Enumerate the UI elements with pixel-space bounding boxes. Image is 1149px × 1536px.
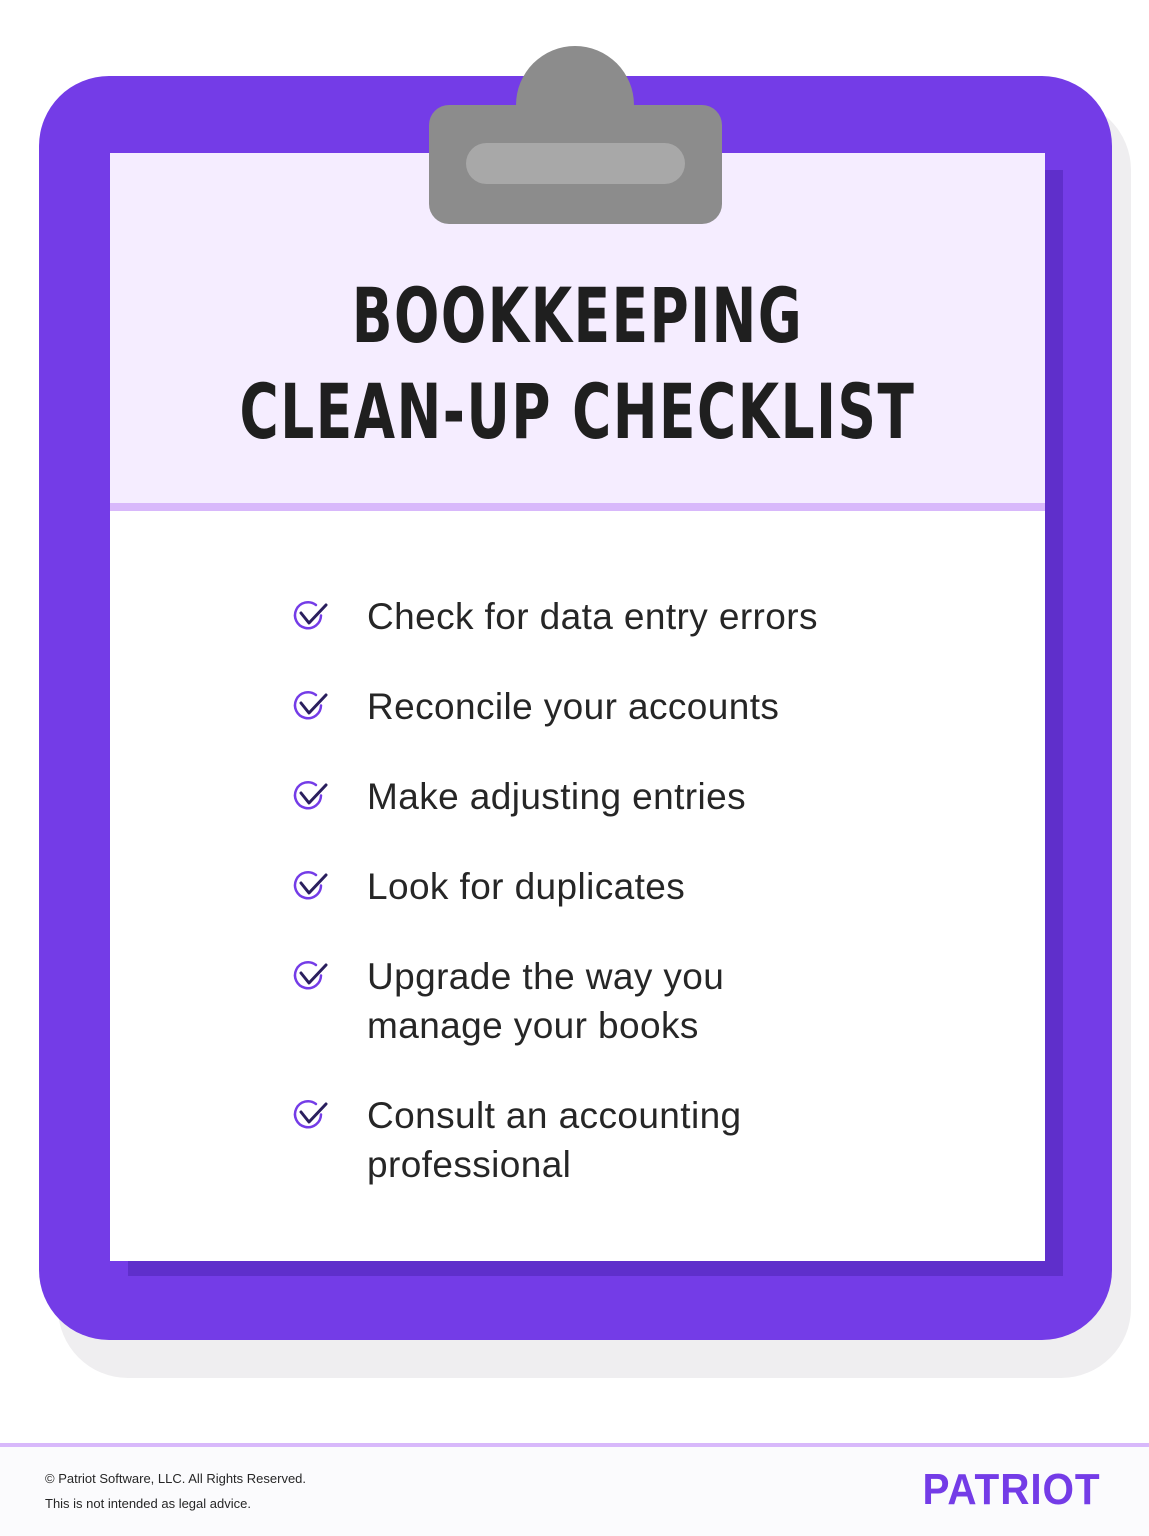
checklist-item-text: Look for duplicates [367,866,686,907]
checklist-item-text: Check for data entry errors [367,596,818,637]
checklist-item [290,952,1010,1050]
checklist-item-text: Upgrade the way you manage your books [367,956,725,1046]
checklist-item [290,1091,1010,1189]
check-circle-icon [290,685,334,729]
check-circle-icon [290,955,334,999]
check-circle-icon [290,1094,334,1138]
patriot-logo: PATRIOT [922,1465,1101,1514]
checklist-item [290,772,1010,821]
footer-legal [45,1466,306,1516]
checklist-item [290,862,1010,911]
disclaimer-text: This is not intended as legal advice. [45,1496,251,1511]
check-circle-icon [290,775,334,819]
checklist [290,592,1010,1230]
checklist-item [290,592,1010,641]
title-line-2: CLEAN-UP CHECKLIST [239,367,916,456]
copyright-text: © Patriot Software, LLC. All Rights Reserved. [45,1471,307,1486]
checklist-item-text: Consult an accounting professional [367,1095,742,1185]
page-title [213,268,942,460]
check-circle-icon [290,865,334,909]
checklist-item-text: Reconcile your accounts [367,686,780,727]
title-line-1: BOOKKEEPING [351,271,804,360]
checklist-item-text: Make adjusting entries [367,776,746,817]
check-circle-icon [290,595,334,639]
clip-slot [466,143,685,184]
checklist-item [290,682,1010,731]
header-divider [110,503,1045,511]
